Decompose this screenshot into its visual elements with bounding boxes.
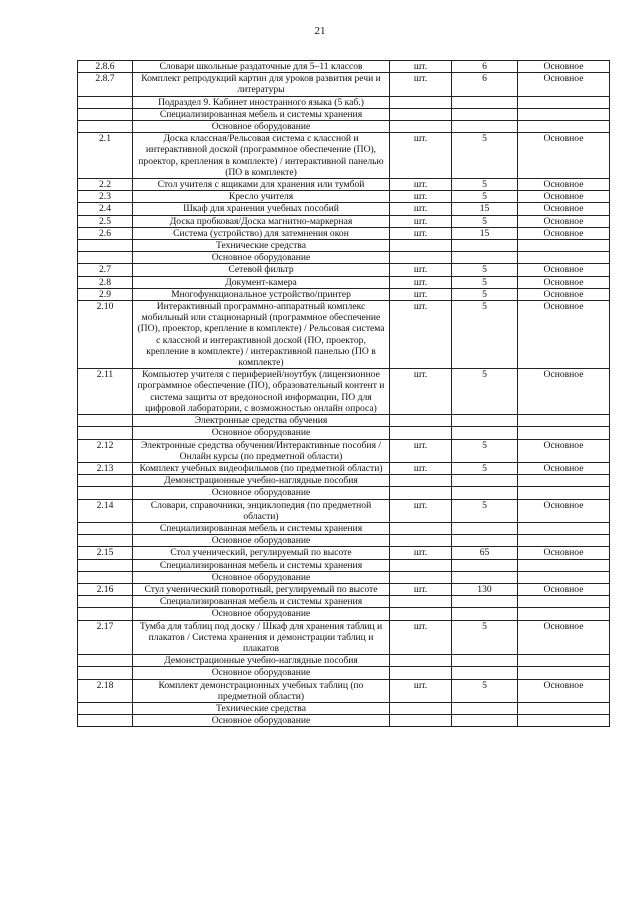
section-num-cell <box>78 522 133 534</box>
section-qty-cell <box>452 667 518 679</box>
section-unit-cell <box>390 475 452 487</box>
item-quantity: 5 <box>452 620 518 655</box>
item-number: 2.15 <box>78 547 133 559</box>
item-kind: Основное <box>518 191 610 203</box>
item-kind: Основное <box>518 288 610 300</box>
section-unit-cell <box>390 240 452 252</box>
item-number: 2.18 <box>78 679 133 702</box>
section-kind-cell <box>518 108 610 120</box>
item-quantity: 5 <box>452 133 518 179</box>
section-unit-cell <box>390 121 452 133</box>
section-unit-cell <box>390 535 452 547</box>
section-qty-cell <box>452 475 518 487</box>
section-title: Основное оборудование <box>133 427 390 439</box>
item-unit: шт. <box>390 227 452 239</box>
section-title: Основное оборудование <box>133 715 390 727</box>
item-name: Словари, справочники, энциклопедия (по предметной области) <box>133 499 390 522</box>
item-unit: шт. <box>390 133 452 179</box>
section-unit-cell <box>390 252 452 264</box>
item-unit: шт. <box>390 583 452 595</box>
item-name: Компьютер учителя с периферией/ноутбук (лицензионное программное обеспечение (ПО), образовательный контент и система защиты от вредоносной информации, ПО для цифровой лаборатории, с возможностью онлайн опроса) <box>133 369 390 415</box>
item-quantity: 5 <box>452 179 518 191</box>
item-name: Кресло учителя <box>133 191 390 203</box>
section-kind-cell <box>518 427 610 439</box>
item-number: 2.16 <box>78 583 133 595</box>
table-row <box>78 499 610 522</box>
item-quantity: 5 <box>452 264 518 276</box>
item-unit: шт. <box>390 191 452 203</box>
item-kind: Основное <box>518 583 610 595</box>
section-unit-cell <box>390 427 452 439</box>
section-title: Электронные средства обучения <box>133 415 390 427</box>
table-row <box>78 620 610 655</box>
item-name: Комплект учебных видеофильмов (по предметной области) <box>133 462 390 474</box>
item-kind: Основное <box>518 264 610 276</box>
item-quantity: 5 <box>452 215 518 227</box>
item-number: 2.10 <box>78 301 133 369</box>
table-row <box>78 215 610 227</box>
item-unit: шт. <box>390 73 452 96</box>
item-kind: Основное <box>518 227 610 239</box>
item-name: Стол учителя с ящиками для хранения или тумбой <box>133 179 390 191</box>
item-number: 2.12 <box>78 439 133 462</box>
item-kind: Основное <box>518 276 610 288</box>
section-num-cell <box>78 571 133 583</box>
section-row <box>78 240 610 252</box>
section-qty-cell <box>452 596 518 608</box>
section-qty-cell <box>452 252 518 264</box>
section-title: Основное оборудование <box>133 667 390 679</box>
table-row <box>78 276 610 288</box>
table-row <box>78 583 610 595</box>
item-name: Тумба для таблиц под доску / Шкаф для хранения таблиц и плакатов / Система хранения и демонстрации таблиц и плакатов <box>133 620 390 655</box>
item-number: 2.3 <box>78 191 133 203</box>
item-quantity: 6 <box>452 61 518 73</box>
equipment-table-body <box>78 61 610 727</box>
item-kind: Основное <box>518 547 610 559</box>
table-row <box>78 301 610 369</box>
section-kind-cell <box>518 522 610 534</box>
section-num-cell <box>78 702 133 714</box>
section-num-cell <box>78 108 133 120</box>
item-number: 2.8.7 <box>78 73 133 96</box>
item-number: 2.8.6 <box>78 61 133 73</box>
item-number: 2.17 <box>78 620 133 655</box>
section-row <box>78 108 610 120</box>
item-quantity: 5 <box>452 301 518 369</box>
section-unit-cell <box>390 715 452 727</box>
item-quantity: 5 <box>452 439 518 462</box>
item-number: 2.14 <box>78 499 133 522</box>
section-num-cell <box>78 596 133 608</box>
section-kind-cell <box>518 487 610 499</box>
section-kind-cell <box>518 655 610 667</box>
item-number: 2.4 <box>78 203 133 215</box>
item-quantity: 6 <box>452 73 518 96</box>
item-name: Доска пробковая/Доска магнитно-маркерная <box>133 215 390 227</box>
section-kind-cell <box>518 121 610 133</box>
item-name: Документ-камера <box>133 276 390 288</box>
item-kind: Основное <box>518 73 610 96</box>
item-name: Сетевой фильтр <box>133 264 390 276</box>
table-row <box>78 264 610 276</box>
section-title: Основное оборудование <box>133 608 390 620</box>
item-name: Стол ученический, регулируемый по высоте <box>133 547 390 559</box>
item-quantity: 5 <box>452 679 518 702</box>
section-kind-cell <box>518 475 610 487</box>
section-title: Демонстрационные учебно-наглядные пособия <box>133 655 390 667</box>
section-unit-cell <box>390 559 452 571</box>
section-qty-cell <box>452 535 518 547</box>
item-number: 2.7 <box>78 264 133 276</box>
section-num-cell <box>78 715 133 727</box>
item-unit: шт. <box>390 276 452 288</box>
section-title: Основное оборудование <box>133 571 390 583</box>
item-quantity: 65 <box>452 547 518 559</box>
section-kind-cell <box>518 715 610 727</box>
section-title: Демонстрационные учебно-наглядные пособия <box>133 475 390 487</box>
item-name: Электронные средства обучения/Интерактивные пособия / Онлайн курсы (по предметной области) <box>133 439 390 462</box>
section-qty-cell <box>452 427 518 439</box>
item-unit: шт. <box>390 61 452 73</box>
section-num-cell <box>78 608 133 620</box>
section-unit-cell <box>390 522 452 534</box>
section-kind-cell <box>518 571 610 583</box>
section-kind-cell <box>518 596 610 608</box>
section-row <box>78 427 610 439</box>
item-kind: Основное <box>518 620 610 655</box>
section-row <box>78 596 610 608</box>
section-kind-cell <box>518 535 610 547</box>
section-kind-cell <box>518 608 610 620</box>
section-qty-cell <box>452 702 518 714</box>
item-unit: шт. <box>390 369 452 415</box>
table-row <box>78 288 610 300</box>
section-unit-cell <box>390 108 452 120</box>
section-qty-cell <box>452 96 518 108</box>
section-row <box>78 559 610 571</box>
section-qty-cell <box>452 240 518 252</box>
section-num-cell <box>78 240 133 252</box>
item-unit: шт. <box>390 547 452 559</box>
section-row <box>78 655 610 667</box>
table-row <box>78 439 610 462</box>
table-row <box>78 679 610 702</box>
section-qty-cell <box>452 108 518 120</box>
table-row <box>78 462 610 474</box>
section-row <box>78 487 610 499</box>
section-title: Основное оборудование <box>133 487 390 499</box>
table-row <box>78 547 610 559</box>
section-row <box>78 608 610 620</box>
item-name: Комплект репродукций картин для уроков развития речи и литературы <box>133 73 390 96</box>
item-name: Шкаф для хранения учебных пособий <box>133 203 390 215</box>
section-unit-cell <box>390 571 452 583</box>
section-kind-cell <box>518 415 610 427</box>
section-qty-cell <box>452 559 518 571</box>
section-title: Специализированная мебель и системы хранения <box>133 522 390 534</box>
section-num-cell <box>78 487 133 499</box>
section-row <box>78 667 610 679</box>
section-num-cell <box>78 96 133 108</box>
item-kind: Основное <box>518 203 610 215</box>
section-kind-cell <box>518 96 610 108</box>
table-row <box>78 179 610 191</box>
item-unit: шт. <box>390 288 452 300</box>
section-row <box>78 535 610 547</box>
section-title: Основное оборудование <box>133 535 390 547</box>
section-num-cell <box>78 667 133 679</box>
item-kind: Основное <box>518 179 610 191</box>
section-num-cell <box>78 121 133 133</box>
item-quantity: 5 <box>452 191 518 203</box>
item-number: 2.9 <box>78 288 133 300</box>
item-number: 2.2 <box>78 179 133 191</box>
item-unit: шт. <box>390 301 452 369</box>
section-title: Подраздел 9. Кабинет иностранного языка (5 каб.) <box>133 96 390 108</box>
item-quantity: 5 <box>452 462 518 474</box>
equipment-table <box>77 60 610 727</box>
table-row <box>78 227 610 239</box>
item-unit: шт. <box>390 179 452 191</box>
item-number: 2.11 <box>78 369 133 415</box>
section-unit-cell <box>390 655 452 667</box>
section-qty-cell <box>452 522 518 534</box>
section-row <box>78 415 610 427</box>
item-kind: Основное <box>518 215 610 227</box>
table-row <box>78 191 610 203</box>
section-row <box>78 715 610 727</box>
section-qty-cell <box>452 571 518 583</box>
item-number: 2.13 <box>78 462 133 474</box>
item-unit: шт. <box>390 264 452 276</box>
section-qty-cell <box>452 121 518 133</box>
item-quantity: 5 <box>452 288 518 300</box>
table-row <box>78 61 610 73</box>
section-qty-cell <box>452 715 518 727</box>
item-number: 2.6 <box>78 227 133 239</box>
item-name: Стул ученический поворотный, регулируемый по высоте <box>133 583 390 595</box>
section-num-cell <box>78 559 133 571</box>
section-row <box>78 121 610 133</box>
section-kind-cell <box>518 667 610 679</box>
item-kind: Основное <box>518 439 610 462</box>
section-num-cell <box>78 475 133 487</box>
item-name: Многофункциональное устройство/принтер <box>133 288 390 300</box>
item-number: 2.8 <box>78 276 133 288</box>
table-row <box>78 133 610 179</box>
section-num-cell <box>78 252 133 264</box>
section-title: Специализированная мебель и системы хранения <box>133 559 390 571</box>
section-qty-cell <box>452 608 518 620</box>
item-name: Система (устройство) для затемнения окон <box>133 227 390 239</box>
section-title: Специализированная мебель и системы хранения <box>133 108 390 120</box>
item-unit: шт. <box>390 462 452 474</box>
item-unit: шт. <box>390 679 452 702</box>
item-unit: шт. <box>390 620 452 655</box>
section-title: Технические средства <box>133 240 390 252</box>
item-quantity: 5 <box>452 276 518 288</box>
section-kind-cell <box>518 252 610 264</box>
section-kind-cell <box>518 240 610 252</box>
item-name: Доска классная/Рельсовая система с классной и интерактивной доской (программное обеспечение (ПО), проектор, крепления в комплекте) / интерактивной панелью (ПО в комплекте) <box>133 133 390 179</box>
section-num-cell <box>78 655 133 667</box>
item-kind: Основное <box>518 462 610 474</box>
section-row <box>78 252 610 264</box>
section-qty-cell <box>452 487 518 499</box>
section-title: Технические средства <box>133 702 390 714</box>
section-num-cell <box>78 535 133 547</box>
section-kind-cell <box>518 702 610 714</box>
item-name: Интерактивный программно-аппаратный комплекс мобильный или стационарный (программное обеспечение (ПО), проектор, крепление в комплекте) / Рельсовая система с классной и интерактивной доской (ПО, проектор, крепление в комплекте) / интерактивной панелью (ПО в комплекте) <box>133 301 390 369</box>
item-number: 2.1 <box>78 133 133 179</box>
section-num-cell <box>78 427 133 439</box>
section-unit-cell <box>390 608 452 620</box>
section-unit-cell <box>390 596 452 608</box>
item-unit: шт. <box>390 439 452 462</box>
section-kind-cell <box>518 559 610 571</box>
item-quantity: 15 <box>452 203 518 215</box>
item-name: Комплект демонстрационных учебных таблиц (по предметной области) <box>133 679 390 702</box>
item-kind: Основное <box>518 61 610 73</box>
item-kind: Основное <box>518 301 610 369</box>
item-unit: шт. <box>390 499 452 522</box>
page-number: 21 <box>314 25 326 37</box>
item-quantity: 130 <box>452 583 518 595</box>
item-kind: Основное <box>518 133 610 179</box>
section-unit-cell <box>390 702 452 714</box>
section-row <box>78 522 610 534</box>
section-qty-cell <box>452 415 518 427</box>
table-row <box>78 73 610 96</box>
item-quantity: 5 <box>452 369 518 415</box>
section-row <box>78 571 610 583</box>
section-row <box>78 475 610 487</box>
table-row <box>78 369 610 415</box>
section-qty-cell <box>452 655 518 667</box>
section-title: Основное оборудование <box>133 121 390 133</box>
section-unit-cell <box>390 415 452 427</box>
section-num-cell <box>78 415 133 427</box>
item-unit: шт. <box>390 215 452 227</box>
section-unit-cell <box>390 487 452 499</box>
item-kind: Основное <box>518 679 610 702</box>
item-number: 2.5 <box>78 215 133 227</box>
item-unit: шт. <box>390 203 452 215</box>
section-title: Основное оборудование <box>133 252 390 264</box>
item-name: Словари школьные раздаточные для 5–11 классов <box>133 61 390 73</box>
item-kind: Основное <box>518 499 610 522</box>
section-title: Специализированная мебель и системы хранения <box>133 596 390 608</box>
section-row <box>78 702 610 714</box>
item-kind: Основное <box>518 369 610 415</box>
item-quantity: 15 <box>452 227 518 239</box>
section-unit-cell <box>390 96 452 108</box>
section-unit-cell <box>390 667 452 679</box>
section-row <box>78 96 610 108</box>
table-row <box>78 203 610 215</box>
item-quantity: 5 <box>452 499 518 522</box>
